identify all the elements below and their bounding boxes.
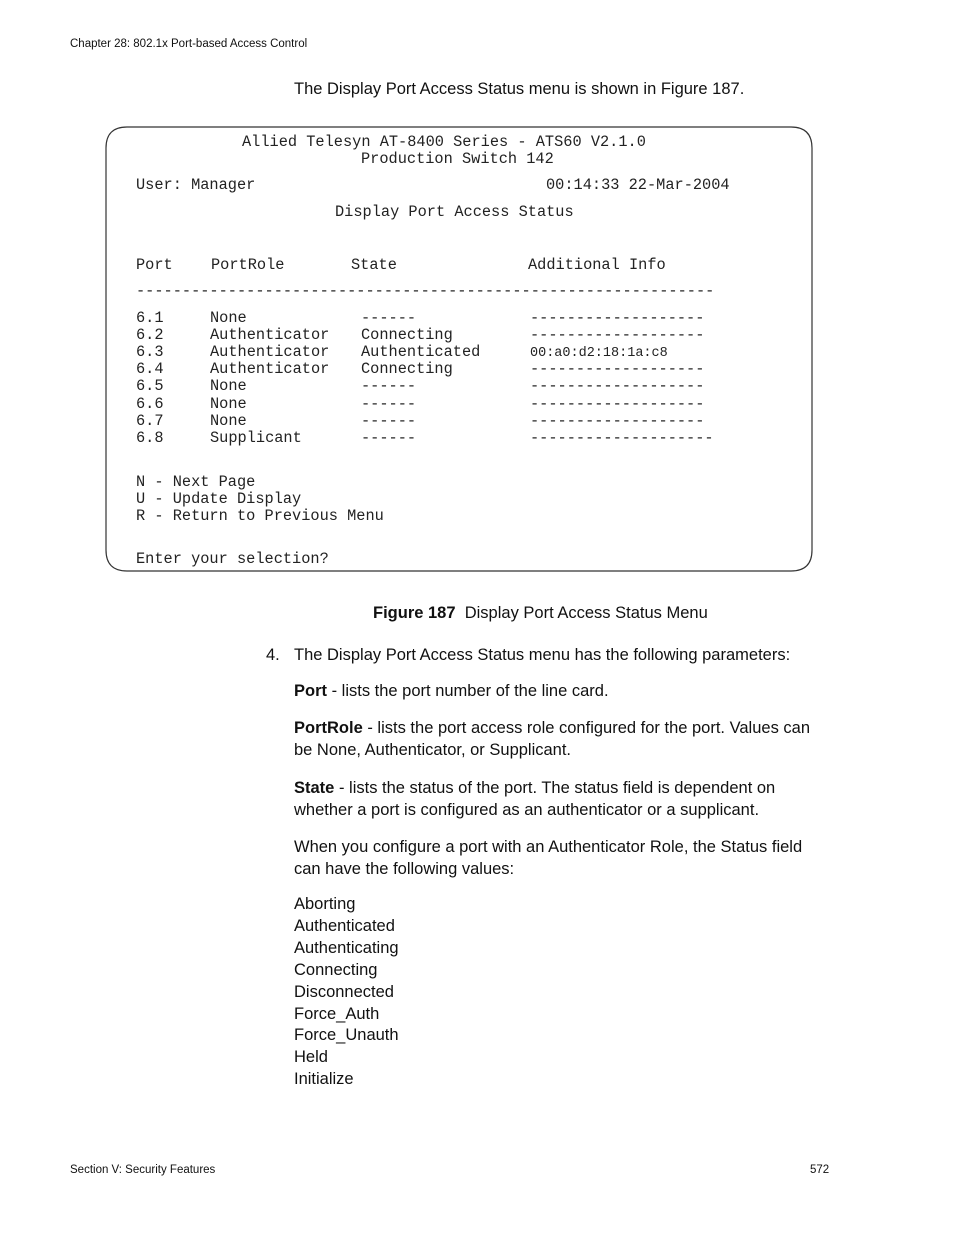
row-port: 6.1: [136, 309, 164, 327]
col-header-additional-info: Additional Info: [528, 256, 666, 274]
row-info-mac: 00:a0:d2:18:1a:c8: [530, 346, 668, 361]
col-header-port: Port: [136, 256, 173, 274]
row-role: None: [210, 395, 247, 413]
row-state: ------: [361, 377, 417, 395]
list-item: Force_Auth: [294, 1004, 380, 1023]
row-state: Connecting: [361, 326, 453, 344]
menu-update-display: U - Update Display: [136, 490, 302, 508]
param-desc: - lists the port access role configured for the port. Values can be None, Authenticator, or Supplicant.: [294, 719, 811, 759]
footer-section: Section V: Security Features: [70, 1164, 216, 1176]
param-state: [294, 777, 814, 821]
row-info: -------------------: [530, 395, 705, 413]
row-port: 6.2: [136, 326, 164, 344]
row-role: Supplicant: [210, 429, 302, 447]
param-term: Port: [294, 682, 327, 700]
row-port: 6.8: [136, 429, 164, 447]
param-term: State: [294, 779, 335, 797]
list-item: Disconnected: [294, 982, 394, 1001]
row-state: ------: [361, 309, 417, 327]
terminal-user: User: Manager: [136, 176, 256, 194]
step-text: The Display Port Access Status menu has the following parameters:: [294, 646, 791, 664]
terminal-screen-figure: [105, 126, 813, 572]
col-header-portrole: PortRole: [211, 256, 285, 274]
page-number: 572: [810, 1164, 830, 1176]
status-values-list: [294, 894, 399, 1091]
list-item: Authenticated: [294, 916, 395, 935]
terminal-title-1: Allied Telesyn AT-8400 Series - ATS60 V2.1.0: [242, 133, 646, 151]
step-number: 4.: [266, 646, 280, 664]
table-rule: ---------------------------------------------------------------: [136, 282, 715, 300]
terminal-timestamp: 00:14:33 22-Mar-2004: [546, 176, 730, 194]
menu-next-page: N - Next Page: [136, 473, 256, 491]
row-info: -------------------: [530, 377, 705, 395]
row-state: ------: [361, 429, 417, 447]
row-info: -------------------: [530, 412, 705, 430]
list-item: Authenticating: [294, 938, 399, 957]
col-header-state: State: [351, 256, 397, 274]
row-port: 6.5: [136, 377, 164, 395]
figure-caption: [373, 604, 708, 623]
terminal-title-2: Production Switch 142: [361, 150, 554, 168]
figure-caption-text: Display Port Access Status Menu: [464, 604, 708, 622]
row-port: 6.6: [136, 395, 164, 413]
param-term: PortRole: [294, 719, 363, 737]
row-role: Authenticator: [210, 343, 330, 361]
row-state: Connecting: [361, 360, 453, 378]
menu-return: R - Return to Previous Menu: [136, 507, 384, 525]
list-item: Initialize: [294, 1070, 354, 1089]
row-role: None: [210, 412, 247, 430]
row-state: Authenticated: [361, 343, 481, 361]
param-port: [294, 680, 814, 702]
list-item: Force_Unauth: [294, 1026, 399, 1045]
figure-label: Figure 187: [373, 604, 456, 622]
terminal-screen-title: Display Port Access Status: [335, 203, 574, 221]
row-info: --------------------: [530, 429, 714, 447]
list-item: Connecting: [294, 960, 378, 979]
intro-text: The Display Port Access Status menu is shown in Figure 187.: [294, 80, 745, 98]
param-desc: - lists the status of the port. The status field is dependent on whether a port is configured as an authenticator or a supplicant.: [294, 779, 776, 819]
param-portrole: [294, 717, 814, 761]
row-port: 6.7: [136, 412, 164, 430]
row-port: 6.4: [136, 360, 164, 378]
row-state: ------: [361, 412, 417, 430]
param-desc: - lists the port number of the line card.: [327, 682, 609, 700]
row-role: None: [210, 309, 247, 327]
row-role: Authenticator: [210, 360, 330, 378]
row-info: -------------------: [530, 309, 705, 327]
row-state: ------: [361, 395, 417, 413]
selection-prompt: Enter your selection?: [136, 550, 329, 568]
row-role: Authenticator: [210, 326, 330, 344]
running-header: Chapter 28: 802.1x Port-based Access Control: [70, 38, 308, 50]
row-role: None: [210, 377, 247, 395]
list-item: Held: [294, 1048, 328, 1067]
row-port: 6.3: [136, 343, 164, 361]
list-item: Aborting: [294, 895, 356, 913]
authenticator-note: When you configure a port with an Authenticator Role, the Status field can have the following values:: [294, 838, 803, 878]
row-info: -------------------: [530, 326, 705, 344]
row-info: -------------------: [530, 360, 705, 378]
